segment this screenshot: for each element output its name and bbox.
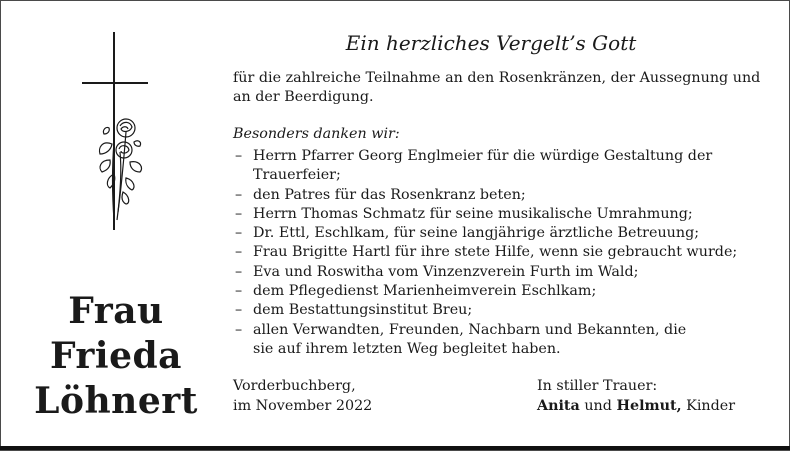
- list-item: [233, 301, 778, 320]
- bottom-rule: [0, 446, 790, 450]
- thanks-item-text: dem Bestattungsinstitut Breu;: [253, 302, 473, 319]
- thanks-item-text: Frau Brigitte Hartl für ihre stete Hilfe, wenn sie gebraucht wurde;: [253, 244, 738, 261]
- list-item: [233, 186, 778, 205]
- signers: [537, 397, 735, 416]
- dash-bullet: –: [235, 321, 243, 338]
- list-item: [233, 147, 778, 186]
- thanks-item-text: Herrn Thomas Schmatz für seine musikalische Umrahmung;: [253, 205, 693, 222]
- dash-bullet: –: [235, 205, 243, 222]
- dash-bullet: –: [235, 283, 243, 300]
- deceased-first-name: Frieda: [50, 335, 182, 377]
- thanks-item-text: allen Verwandten, Freunden, Nachbarn und Bekannten, die sie auf ihrem letzten Weg begleitet haben.: [253, 321, 687, 357]
- list-item: [233, 282, 778, 301]
- list-item: [233, 243, 778, 262]
- thanks-list: [233, 147, 778, 359]
- dash-bullet: –: [235, 148, 243, 164]
- dash-bullet: –: [235, 244, 243, 261]
- roses-icon: [90, 112, 148, 222]
- dash-bullet: –: [235, 186, 243, 203]
- place: Vorderbuchberg,: [233, 378, 356, 394]
- dash-bullet: –: [235, 302, 243, 319]
- thanks-item-text: dem Pflegedienst Marienheimverein Eschlkam;: [253, 283, 597, 300]
- list-item: [233, 321, 698, 360]
- dash-bullet: –: [235, 263, 243, 280]
- thanks-heading: Besonders danken wir:: [233, 126, 400, 142]
- relation-text: Kinder: [686, 398, 736, 414]
- thanks-item-text: Eva und Roswitha vom Vinzenzverein Furth im Wald;: [253, 263, 639, 280]
- dash-bullet: –: [235, 225, 243, 242]
- list-item: [233, 224, 778, 243]
- thanks-item-text: Dr. Ettl, Eschlkam, für seine langjährige ärztliche Betreuung;: [253, 225, 700, 242]
- list-item: [233, 263, 778, 282]
- mourning-label: In stiller Trauer:: [537, 378, 658, 394]
- thanks-item-text: Herrn Pfarrer Georg Englmeier für die würdige Gestaltung der Trauerfeier;: [253, 148, 713, 184]
- signer-name: Anita: [537, 398, 580, 414]
- signer-name: Helmut,: [616, 398, 682, 414]
- date: im November 2022: [233, 398, 373, 414]
- list-item: [233, 205, 778, 224]
- intro-text: für die zahlreiche Teilnahme an den Rosenkränzen, der Aussegnung und an der Beerdigung.: [233, 70, 761, 105]
- headline: Ein herzliches Vergelt’s Gott: [345, 31, 637, 55]
- deceased-last-name: Löhnert: [34, 380, 198, 422]
- connector-text: und: [584, 398, 612, 414]
- deceased-salutation: Frau: [68, 290, 164, 332]
- thanks-item-text: den Patres für das Rosenkranz beten;: [253, 186, 526, 203]
- cross-horizontal-beam: [82, 82, 148, 84]
